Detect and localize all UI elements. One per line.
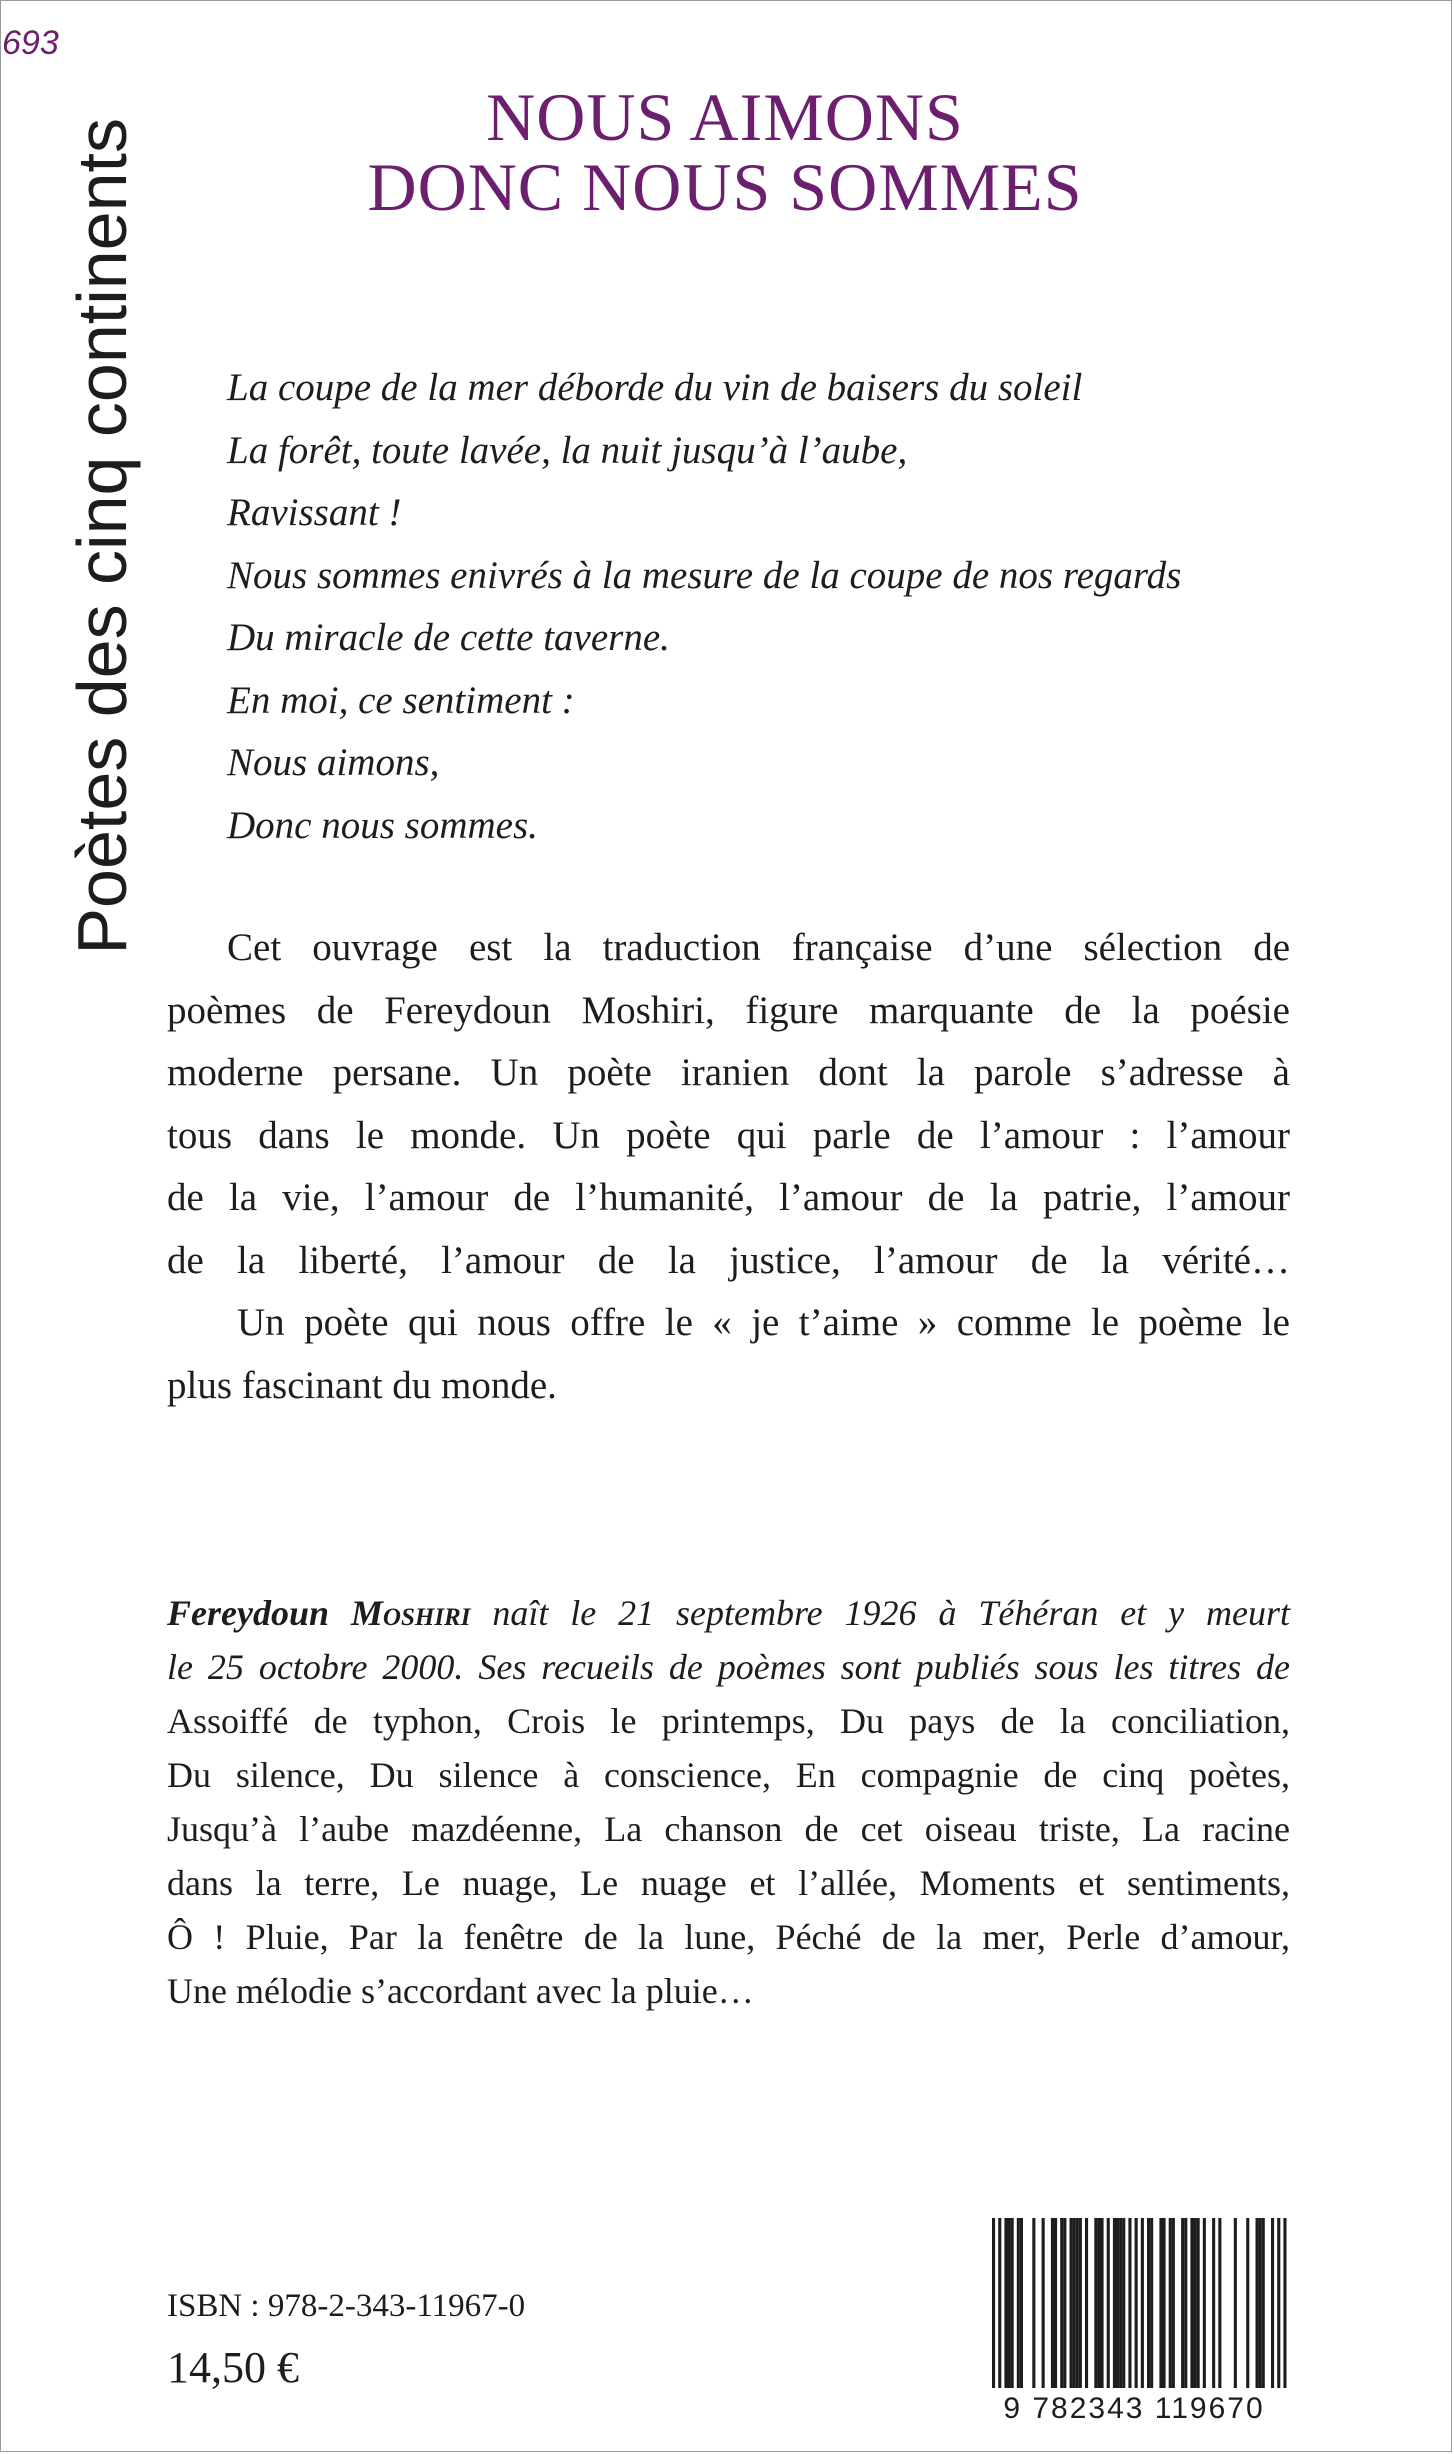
barcode-bar [1094,2218,1097,2388]
barcode-bar [1116,2218,1119,2388]
barcode-digits: 9 782343 119670 [1003,2392,1265,2425]
book-description [167,917,1290,1417]
barcode-bar [1063,2218,1066,2388]
barcode-bar [1194,2218,1197,2388]
barcode-bar [1141,2218,1144,2388]
description-line: moderne persane. Un poète iranien dont la parole s’adresse à [167,1051,1290,1094]
poem-line: Nous sommes enivrés à la mesure de la coupe de nos regards [227,553,1182,597]
barcode-bar [998,2218,1001,2388]
barcode-bar [1181,2218,1184,2388]
barcode-bar [1073,2218,1076,2388]
title-line-1: NOUS AIMONS [486,79,964,155]
bio-line: dans la terre, Le nuage, Le nuage et l’allée, Moments et sentiments, [167,1863,1290,1903]
barcode-bar [1218,2218,1221,2388]
barcode-bar [1259,2218,1262,2388]
barcode-bar [1184,2218,1187,2388]
description-line: poèmes de Fereydoun Moshiri, figure marquante de la poésie [167,988,1290,1032]
price: 14,50 € [167,2343,299,2392]
barcode-bar [1246,2218,1249,2388]
description-line: de la liberté, l’amour de la justice, l’amour de la vérité… [167,1238,1290,1282]
barcode-bar [1150,2218,1153,2388]
bio-text: naît le 21 septembre 1926 à Téhéran et y meurt [470,1593,1290,1633]
poem-line: En moi, ce sentiment : [227,678,575,722]
barcode-bar [1197,2218,1200,2388]
barcode-bar [1203,2218,1206,2388]
barcode-bar [1020,2218,1023,2388]
bio-line: Une mélodie s’accordant avec la pluie… [167,1971,754,2011]
barcode-bar [1212,2218,1215,2388]
barcode-bar [1163,2218,1166,2388]
barcode-bar [1060,2218,1063,2388]
barcode-bar [1070,2218,1073,2388]
bio-line: Du silence, Du silence à conscience, En compagnie de cinq poètes, [167,1755,1290,1795]
bio-text: le 25 octobre 2000. Ses recueils de poèmes sont publiés sous les titres de [167,1647,1290,1687]
description-line: Cet ouvrage est la traduction française d’une sélection de [227,926,1290,969]
poem-line: Du miracle de cette taverne. [227,616,670,659]
barcode-bar [1113,2218,1116,2388]
barcode-bar [1262,2218,1265,2388]
barcode-bar [1097,2218,1100,2388]
barcode-bar [1234,2218,1237,2388]
barcode-bar [1283,2218,1286,2388]
barcode-bar [1008,2218,1011,2388]
title-line-2: DONC NOUS SOMMES [367,149,1083,225]
barcode-bar [1122,2218,1125,2388]
description-line: plus fascinant du monde. [167,1363,557,1407]
barcode-bar [1054,2218,1057,2388]
barcode-bar [1042,2218,1045,2388]
author-first-name: Fereydoun [167,1593,351,1633]
poem-excerpt [227,357,1327,857]
author-last-name: Moshiri [350,1593,471,1633]
barcode-bar [1190,2218,1193,2388]
barcode-bar [1107,2218,1110,2388]
poem-line: Ravissant ! [227,491,402,534]
barcode [978,2210,1290,2440]
barcode-bar [1277,2218,1280,2388]
barcode-bar [1051,2218,1054,2388]
bio-line [167,1586,1290,1640]
series-number: 693 [2,24,59,62]
isbn: ISBN : 978-2-343-11967-0 [167,2288,526,2324]
barcode-bar [1147,2218,1150,2388]
barcode-bar [1169,2218,1172,2388]
barcode-bar [1017,2218,1020,2388]
barcode-bar [992,2218,995,2388]
description-line: Un poète qui nous offre le « je t’aime » comme le poème le [237,1301,1290,1344]
barcode-bar [1135,2218,1138,2388]
barcode-bar [1119,2218,1122,2388]
barcode-bar [1256,2218,1259,2388]
poem-line: La coupe de la mer déborde du vin de baisers du soleil [227,366,1083,409]
barcode-bar [1032,2218,1035,2388]
bio-line: Jusqu’à l’aube mazdéenne, La chanson de cet oiseau triste, La racine [167,1809,1290,1849]
series-name: Poètes des cinq continents [63,118,141,955]
description-line: de la vie, l’amour de l’humanité, l’amour de la patrie, l’amour [167,1176,1290,1219]
bio-line: Assoiffé de typhon, Crois le printemps, Du pays de la conciliation, [167,1701,1290,1741]
barcode-bar [1079,2218,1082,2388]
barcode-bar [1159,2218,1162,2388]
barcode-bar [1271,2218,1274,2388]
barcode-bar [1004,2218,1007,2388]
poem-line: La forêt, toute lavée, la nuit jusqu’à l’aube, [227,428,908,472]
barcode-bar [1076,2218,1079,2388]
barcode-bar [1172,2218,1175,2388]
barcode-bar [1011,2218,1014,2388]
poem-line: Donc nous sommes. [227,803,538,847]
bio-line: Ô ! Pluie, Par la fenêtre de la lune, Péché de la mer, Perle d’amour, [167,1917,1290,1957]
bio-line [167,1640,1290,1694]
barcode-bar [1101,2218,1104,2388]
barcode-bar [1128,2218,1131,2388]
book-title [180,79,1270,225]
poem-line: Nous aimons, [227,741,440,784]
description-line: tous dans le monde. Un poète qui parle de l’amour : l’amour [167,1113,1290,1157]
author-bio [167,1586,1290,2018]
barcode-bar [1085,2218,1088,2388]
